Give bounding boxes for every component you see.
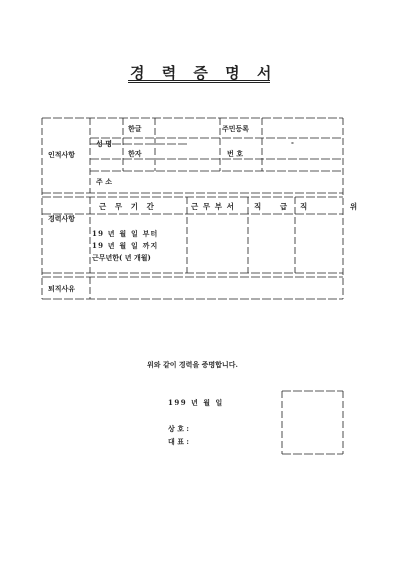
work-years-row: 근무년한( 년 개월) <box>92 253 151 262</box>
certification-date: 199 년 월 일 <box>168 398 224 407</box>
resignation-label: 퇴직사유 <box>48 284 76 293</box>
name-label: 성 명 <box>96 139 112 148</box>
certification-statement: 위와 같이 경력을 증명합니다. <box>147 360 238 369</box>
period-to-row: 19 년 월 일 까지 <box>92 241 159 250</box>
hanja-label: 한자 <box>128 149 142 158</box>
period-header: 근 무 기 간 <box>99 202 157 211</box>
department-header: 근 무 부 서 <box>191 202 235 211</box>
grade-header: 직 급 <box>254 202 296 211</box>
career-section-label: 경력사항 <box>48 214 76 223</box>
document-title: 경 력 증 명 서 <box>130 64 278 82</box>
personal-section-label: 인적사항 <box>48 150 76 159</box>
period-from-row: 19 년 월 일 부터 <box>92 229 159 238</box>
resident-no-label-2: 번 호 <box>227 149 243 158</box>
position-header: 직 위 <box>300 202 378 211</box>
resident-no-dash: - <box>291 138 294 147</box>
resident-no-label: 주민등록 <box>222 124 250 133</box>
hangul-label: 한글 <box>128 124 142 133</box>
representative-label: 대 표 : <box>168 437 189 446</box>
company-label: 상 호 : <box>168 424 189 433</box>
address-label: 주 소 <box>96 177 112 186</box>
seal-box <box>283 392 342 453</box>
